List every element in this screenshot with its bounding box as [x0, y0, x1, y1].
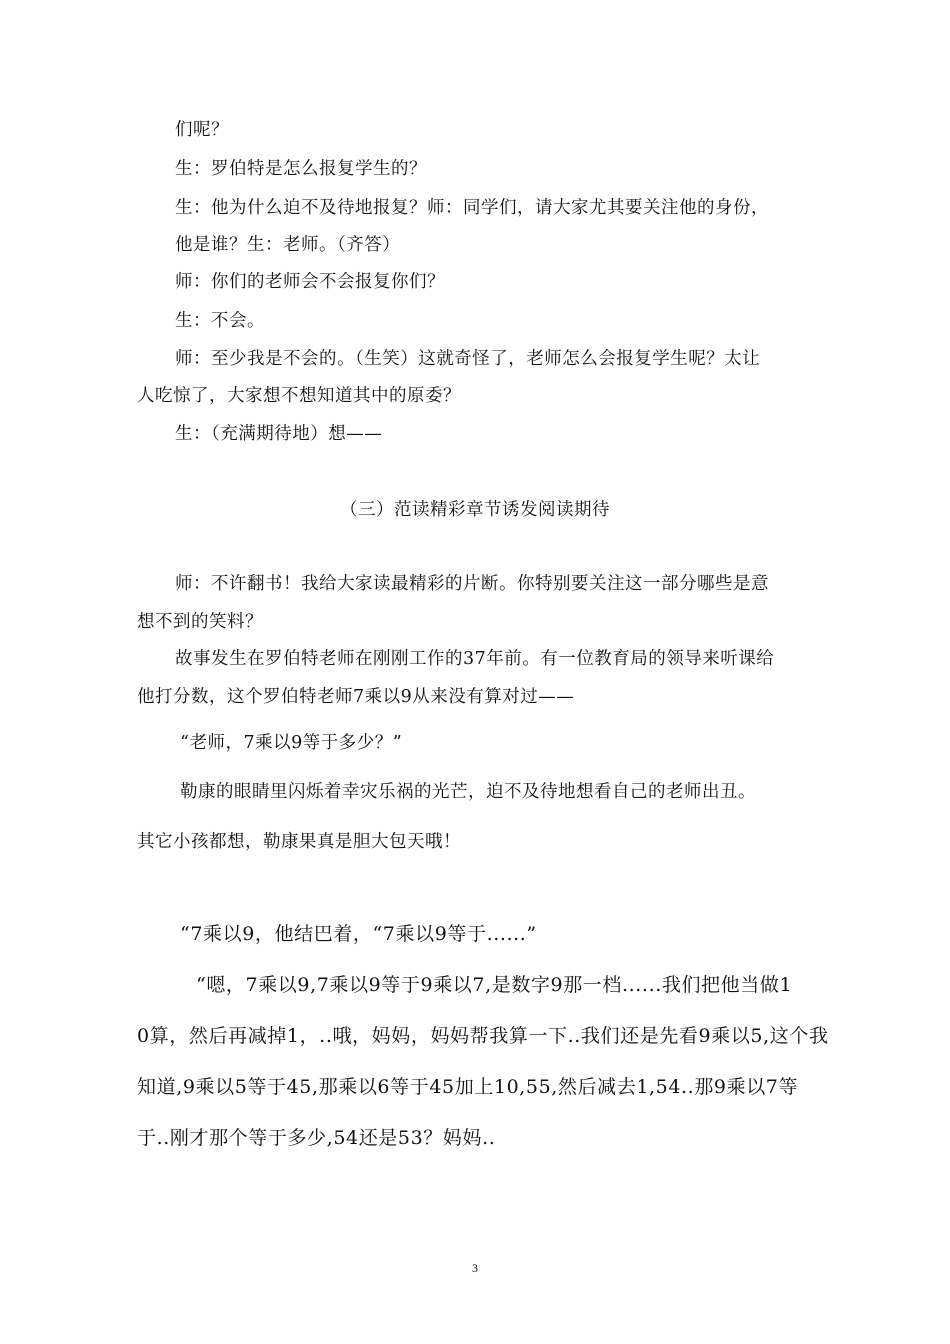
- dialogue-line: “7乘以9，他结巴着，“7乘以9等于......”: [180, 923, 537, 945]
- page-number: 3: [472, 1261, 478, 1275]
- section-heading: （三）范读精彩章节诱发阅读期待: [340, 500, 610, 520]
- dialogue-line: 知道,9乘以5等于45,那乘以6等于45加上10,55,然后减去1,54..那9乘以7等: [137, 1076, 799, 1098]
- dialogue-line: 0算，然后再减掉1，..哦，妈妈，妈妈帮我算一下..我们还是先看9乘以5,这个我: [137, 1025, 829, 1047]
- paragraph-line: 师：不许翻书！我给大家读最精彩的片断。你特别要关注这一部分哪些是意: [175, 574, 769, 594]
- paragraph-line: 生：他为什么迫不及待地报复？师：同学们，请大家尤其要关注他的身份，: [175, 198, 769, 218]
- paragraph-line: 人吃惊了，大家想不想知道其中的原委？: [137, 386, 461, 406]
- paragraph-line: 师：你们的老师会不会报复你们？: [175, 272, 445, 292]
- paragraph-line: 勒康的眼睛里闪烁着幸灾乐祸的光芒，迫不及待地想看自己的老师出丑。: [180, 782, 756, 802]
- paragraph-line: 师：至少我是不会的。（生笑）这就奇怪了，老师怎么会报复学生呢？太让: [175, 349, 761, 369]
- dialogue-line: 于..刚才那个等于多少,54还是53？妈妈..: [137, 1127, 496, 1149]
- paragraph-line: 他打分数，这个罗伯特老师7乘以9从来没有算对过——: [137, 687, 575, 707]
- paragraph-line: 生：不会。: [175, 311, 265, 331]
- dialogue-line: “老师，7乘以9等于多少？”: [180, 733, 403, 753]
- paragraph-line: 生：罗伯特是怎么报复学生的？: [175, 159, 427, 179]
- paragraph-line: 生：（充满期待地）想——: [175, 424, 383, 444]
- paragraph-line: 们呢？: [175, 120, 229, 140]
- dialogue-line: “嗯，7乘以9,7乘以9等于9乘以7,是数字9那一档......我们把他当做1: [196, 974, 793, 996]
- paragraph-line: 想不到的笑料？: [137, 612, 263, 632]
- paragraph-line: 故事发生在罗伯特老师在刚刚工作的37年前。有一位教育局的领导来听课给: [175, 649, 775, 669]
- paragraph-line: 他是谁？生：老师。（齐答）: [175, 235, 401, 255]
- paragraph-line: 其它小孩都想，勒康果真是胆大包天哦！: [137, 832, 461, 852]
